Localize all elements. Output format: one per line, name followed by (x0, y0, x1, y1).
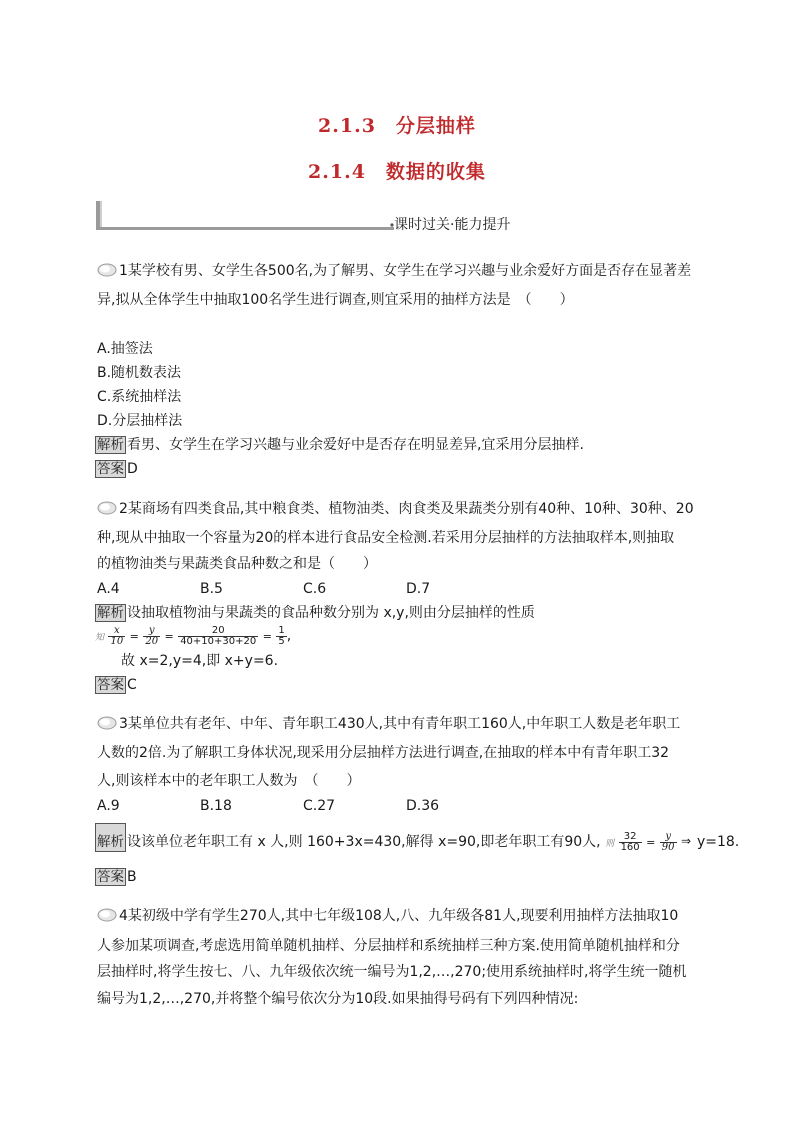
question-3-line-1: 3某单位共有老年、中年、青年职工430人,其中有青年职工160人,中年职工人数是老年职工 (97, 715, 680, 733)
q2-options (97, 580, 509, 598)
question-1-line-2: 异,拟从全体学生中抽取100名学生进行调查,则宜采用的抽样方法是 （ ） (97, 292, 574, 308)
analysis-tag: 解析 (95, 823, 126, 852)
q3-option-d: D.36 (406, 798, 440, 814)
fraction: $\frac{1}{5}$ (278, 624, 285, 647)
answer-tag: 答案 (97, 677, 124, 693)
q1-option-d: D.分层抽样法 (97, 413, 183, 429)
q2-conclusion: 故 x=2,y=4,即 x+y=6. (121, 653, 279, 669)
question-2-line-1: 2某商场有四类食品,其中粮食类、植物油类、肉食类及果蔬类分别有40种、10种、30种、20 (97, 500, 694, 518)
q1-option-c: C.系统抽样法 (97, 389, 182, 405)
q1-answer: 答案 D (97, 461, 138, 477)
question-4-line-1: 4某初级中学有学生270人,其中七年级108人,八、九年级各81人,现要利用抽样方法抽取10 (97, 907, 678, 925)
q1-option-a: A.抽签法 (97, 341, 153, 357)
question-bullet-icon (97, 501, 117, 515)
analysis-tag: 解析 (97, 605, 124, 621)
q2-answer: 答案 C (97, 677, 137, 693)
q3-analysis: 解析 设该单位老年职工有 x 人,则 160+3x=430,解得 x=90,即老年职工有90人, 则 $\frac{32}{160}$ = $\frac{y}{90}$ ⇒ y=18. (95, 823, 739, 861)
question-4-line-3: 层抽样时,将学生按七、八、九年级依次统一编号为1,2,…,270;使用系统抽样时,将学生统一随机 (97, 964, 687, 980)
q2-option-a: A.4 (97, 581, 120, 597)
question-3-line-2: 人数的2倍.为了解职工身体状况,现采用分层抽样方法进行调查,在抽取的样本中有青年职工32 (97, 745, 670, 761)
q2-formula: 知 $\frac{x}{10}$ = $\frac{y}{20}$ = $\frac{20}{40+10+30+20}$ = $\frac{1}{5}$ , (95, 624, 292, 647)
question-bullet-icon (97, 263, 117, 277)
question-2-line-2: 种,现从中抽取一个容量为20的样本进行食品安全检测.若采用分层抽样的方法抽取样本,则抽取 (97, 530, 675, 546)
lesson-title-1: 2.1.3 分层抽样 (318, 115, 476, 137)
implies-arrow-icon: ⇒ (680, 834, 692, 848)
fraction: $\frac{y}{20}$ (145, 624, 159, 647)
fraction: $\frac{y}{90}$ (661, 830, 675, 853)
question-bullet-icon (97, 716, 117, 730)
answer-tag: 答案 (97, 869, 124, 885)
question-2-line-3: 的植物油类与果蔬类食品种数之和是（ ） (97, 556, 377, 572)
lesson-title-2: 2.1.4 数据的收集 (308, 161, 486, 183)
q3-option-b: B.18 (200, 798, 232, 814)
q3-option-c: C.27 (303, 798, 336, 814)
q2-analysis: 解析 设抽取植物油与果蔬类的食品种数分别为 x,y,则由分层抽样的性质 (97, 605, 535, 621)
fraction: $\frac{x}{10}$ (110, 624, 124, 647)
question-4-line-2: 人参加某项调查,考虑选用简单随机抽样、分层抽样和系统抽样三种方案.使用简单随机抽样和分 (97, 938, 680, 954)
section-header-frame (96, 199, 396, 231)
section-label: 课时过关·能力提升 (394, 217, 511, 233)
question-3-line-3: 人,则该样本中的老年职工人数为 （ ） (97, 773, 361, 789)
fraction: $\frac{32}{160}$ (620, 830, 640, 853)
analysis-tag: 解析 (97, 437, 124, 453)
q3-options (97, 797, 509, 815)
fraction: $\frac{20}{40+10+30+20}$ (180, 624, 257, 647)
q1-option-b: B.随机数表法 (97, 365, 182, 381)
q1-analysis: 解析 看男、女学生在学习兴趣与业余爱好中是否存在明显差异,宜采用分层抽样. (97, 437, 584, 453)
q2-option-b: B.5 (200, 581, 223, 597)
q3-option-a: A.9 (97, 798, 120, 814)
q2-option-d: D.7 (406, 581, 431, 597)
question-bullet-icon (97, 908, 117, 922)
q2-option-c: C.6 (303, 581, 327, 597)
question-4-line-4: 编号为1,2,…,270,并将整个编号依次分为10段.如果抽得号码有下列四种情况: (97, 991, 579, 1007)
q3-answer: 答案 B (97, 869, 137, 885)
question-1-line-1: 1某学校有男、女学生各500名,为了解男、女学生在学习兴趣与业余爱好方面是否存在显著差 (97, 262, 691, 280)
section-header (96, 199, 511, 233)
answer-tag: 答案 (97, 461, 124, 477)
